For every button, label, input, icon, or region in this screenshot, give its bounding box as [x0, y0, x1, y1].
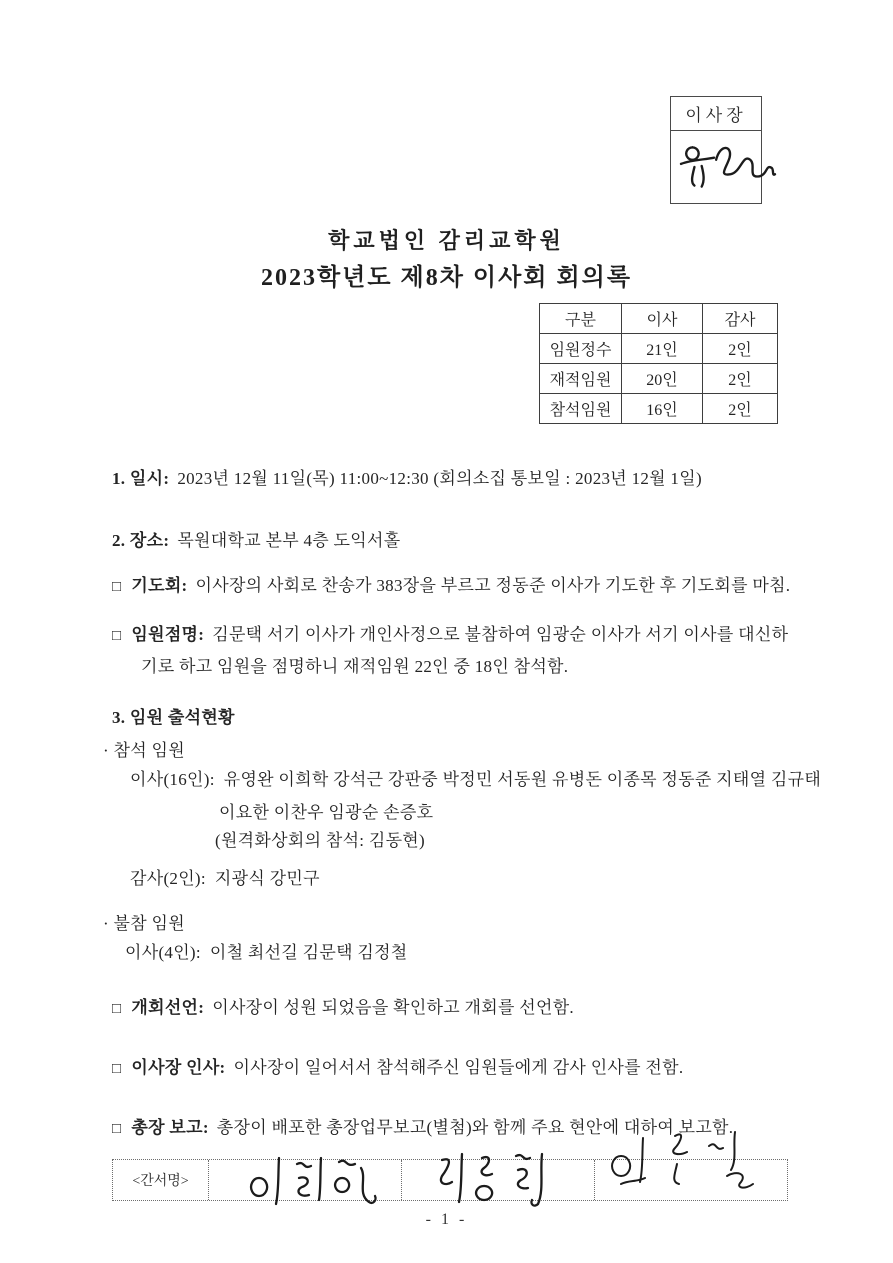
- table-cell: 21인: [622, 334, 703, 364]
- item-greeting-text: 이사장이 일어서서 참석해주신 임원들에게 감사 인사를 전함.: [233, 1058, 684, 1077]
- signature-strip-label: <간서명>: [113, 1160, 209, 1200]
- item-opening-text: 이사장이 성원 되었음을 확인하고 개회를 선언함.: [212, 998, 574, 1017]
- chairman-stamp-box: [670, 96, 762, 204]
- checkbox-icon: □: [112, 1001, 122, 1017]
- item-opening-label: 개회선언:: [131, 998, 205, 1017]
- item-report-text: 총장이 배포한 총장업무보고(별첨)와 함께 주요 현안에 대하여 보고함.: [216, 1118, 734, 1137]
- checkbox-icon: □: [112, 1121, 122, 1137]
- item-rollcall-text1: 김문택 서기 이사가 개인사정으로 불참하여 임광순 이사가 서기 이사를 대신하: [212, 625, 789, 644]
- table-cell: 임원정수: [540, 334, 622, 364]
- checkbox-icon: □: [112, 628, 122, 644]
- signature-handwriting-1: [245, 1150, 410, 1210]
- absent-members-header: · 불참 임원: [103, 914, 185, 933]
- document-title-line2: 2023학년도 제8차 이사회 회의록: [260, 265, 633, 291]
- attendance-summary-table: [539, 303, 778, 424]
- checkbox-icon: □: [112, 579, 122, 595]
- present-directors-label: 이사(16인):: [130, 770, 215, 789]
- present-directors-remote-note: (원격화상회의 참석: 김동현): [215, 831, 425, 850]
- present-directors-line2: 이요한 이찬우 임광순 손증호: [219, 803, 434, 822]
- item-report-label: 총장 보고:: [131, 1118, 209, 1137]
- absent-directors-label: 이사(4인):: [125, 943, 201, 962]
- table-header-directors: 이사: [622, 304, 703, 334]
- table-header-category: 구분: [540, 304, 622, 334]
- section-place-label: 2. 장소:: [112, 531, 170, 550]
- present-members-header: · 참석 임원: [103, 741, 185, 760]
- section-datetime: [112, 464, 702, 489]
- section-place-text: 목원대학교 본부 4층 도익서홀: [177, 531, 401, 550]
- section-datetime-text: 2023년 12월 11일(목) 11:00~12:30 (회의소집 통보일 : 2023년 12월 1일): [177, 469, 702, 488]
- chairman-stamp-title: 이사장: [671, 97, 761, 131]
- section-attendance-heading: 3. 임원 출석현황: [112, 708, 235, 727]
- table-header-row: [540, 304, 778, 334]
- page-number: - 1 -: [425, 1211, 468, 1228]
- document-title-line1: 학교법인 감리교학원: [328, 228, 565, 253]
- absent-directors-line: [125, 938, 408, 963]
- signature-handwriting-2: [432, 1146, 597, 1211]
- checkbox-icon: □: [112, 1061, 122, 1077]
- item-chairman-greeting: [112, 1053, 683, 1078]
- signature-handwriting-3: [605, 1126, 790, 1201]
- item-rollcall-label: 임원점명:: [131, 625, 205, 644]
- table-row: [540, 334, 778, 364]
- present-directors-line1: [130, 765, 821, 790]
- table-cell: 재적임원: [540, 364, 622, 394]
- present-directors-names1: 유영완 이희학 강석근 강판중 박정민 서동원 유병돈 이종목 정동준 지태열 김규태: [223, 770, 822, 789]
- table-cell: 2인: [703, 334, 778, 364]
- item-prayer-label: 기도회:: [131, 576, 188, 595]
- item-rollcall-text2: 기로 하고 임원을 점명하니 재적임원 22인 중 18인 참석함.: [141, 657, 569, 676]
- item-rollcall-line2: [141, 652, 568, 677]
- item-prayer-text: 이사장의 사회로 찬송가 383장을 부르고 정동준 이사가 기도한 후 기도회를 마침.: [195, 576, 791, 595]
- table-header-auditors: 감사: [703, 304, 778, 334]
- table-row: [540, 364, 778, 394]
- table-cell: 2인: [703, 394, 778, 424]
- present-auditors-line: [130, 864, 320, 889]
- chairman-signature-cell: [671, 131, 761, 203]
- absent-directors-names: 이철 최선길 김문택 김정철: [209, 943, 408, 962]
- table-cell: 16인: [622, 394, 703, 424]
- present-auditors-names: 지광식 강민구: [214, 869, 320, 888]
- chairman-signature-handwriting: [673, 135, 783, 199]
- item-prayer: [112, 571, 790, 596]
- table-cell: 20인: [622, 364, 703, 394]
- table-cell: 참석임원: [540, 394, 622, 424]
- table-cell: 2인: [703, 364, 778, 394]
- table-row: [540, 394, 778, 424]
- item-rollcall-line1: [112, 620, 788, 645]
- item-opening-declaration: [112, 993, 574, 1018]
- present-auditors-label: 감사(2인):: [130, 869, 206, 888]
- item-greeting-label: 이사장 인사:: [131, 1058, 226, 1077]
- section-datetime-label: 1. 일시:: [112, 469, 170, 488]
- section-place: [112, 526, 400, 551]
